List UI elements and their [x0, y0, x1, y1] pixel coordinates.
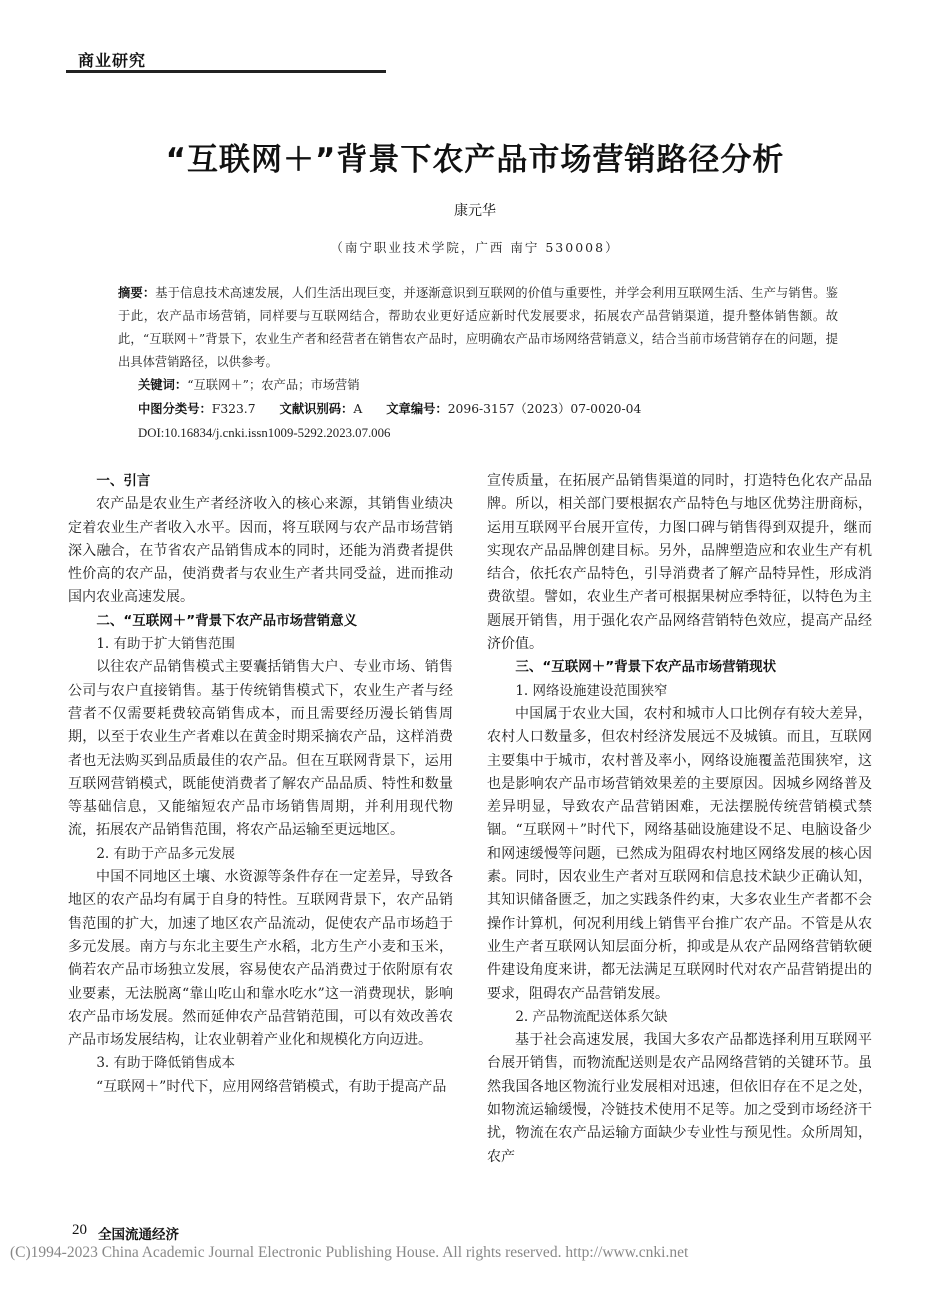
copyright-notice: (C)1994-2023 China Academic Journal Electronic Publishing House. All rights reserved. http://www.cnki.net — [10, 1244, 689, 1261]
subsection-heading: 2. 有助于产品多元发展 — [96, 845, 236, 862]
journal-name: 全国流通经济 — [98, 1227, 179, 1243]
subsection-heading: 2. 产品物流配送体系欠缺 — [515, 1008, 668, 1025]
paragraph: 中国属于农业大国，农村和城市人口比例存有较大差异，农村人口数量多，但农村经济发展远不及城镇。而且，互联网主要集中于城市，农村普及率小，网络设施覆盖范围狭窄，这也是影响农产品市场营销效果差的主要原因。因城乡网络普及差异明显，导致农产品营销困难，无法摆脱传统营销模式禁锢。“互联网＋”时代下，网络基础设施建设不足、电脑设备少和网速缓慢等问题，已然成为阻碍农村地区网络发展的核心因素。同时，因农业生产者对互联网和信息技术缺少正确认知，其知识储备匮乏，加之实践条件约束，大多农业生产者都不会操作计算机，何况利用线上销售平台推广农产品。不管是从农业生产者互联网认知层面分析，抑或是从农产品网络营销软硬件建设角度来讲，都无法满足互联网时代对农产品营销提出的要求，阻碍农产品营销发展。 — [487, 705, 872, 1002]
doc-code-value: A — [353, 402, 363, 416]
paragraph-continued: 宣传质量，在拓展产品销售渠道的同时，打造特色化农产品品牌。所以，相关部门要根据农产品特色与地区优势注册商标，运用互联网平台展开宣传，力图口碑与销售得到双提升，继而实现农产品品牌创建目标。另外，品牌塑造应和农业生产有机结合，依托农产品特色，引导消费者了解产品特异性，形成消费欲望。譬如，农业生产者可根据果树应季特征，以特色为主题展开销售，用于强化农产品网络营销特色效应，提高产品经济价值。 — [487, 473, 872, 653]
paragraph: “互联网＋”时代下，应用网络营销模式，有助于提高产品 — [96, 1078, 447, 1095]
article-number-label: 文章编号： — [386, 402, 448, 416]
author-name: 康元华 — [454, 203, 496, 219]
clc-value: F323.7 — [211, 402, 256, 416]
article-title: “互联网＋”背景下农产品市场营销路径分析 — [165, 142, 785, 178]
section-heading: 一、引言 — [96, 473, 151, 489]
page-number: 20 — [72, 1222, 87, 1238]
subsection-heading: 1. 有助于扩大销售范围 — [96, 636, 236, 653]
abstract — [118, 282, 838, 374]
keywords — [138, 374, 838, 397]
paragraph: 以往农产品销售模式主要囊括销售大户、专业市场、销售公司与农户直接销售。基于传统销售模式下，农业生产者与经营者不仅需要耗费较高销售成本，而且需要经历漫长销售周期，以至于农业生产者难以在黄金时期采摘农产品，这样消费者也无法购买到品质最佳的农产品。但在互联网背景下，运用互联网营销模式，既能使消费者了解农产品品质、特性和数量等基础信息，又能缩短农产品市场销售周期，并利用现代物流，拓展农产品销售范围，将农产品运输至更远地区。 — [68, 659, 453, 839]
doi: DOI:10.16834/j.cnki.issn1009-5292.2023.07.006 — [138, 426, 391, 440]
doc-code-label: 文献识别码： — [279, 402, 354, 416]
body-column-right — [487, 470, 872, 1169]
keywords-label: 关键词： — [138, 378, 188, 392]
section-heading: 三、“互联网＋”背景下农产品市场营销现状 — [515, 659, 777, 676]
abstract-label: 摘要： — [118, 286, 156, 300]
classification-line — [138, 398, 838, 421]
paragraph: 中国不同地区土壤、水资源等条件存在一定差异，导致各地区的农产品均有属于自身的特性。互联网背景下，农产品销售范围的扩大，加速了地区农产品流动，促使农产品市场趋于多元发展。南方与东北主要生产水稻，北方生产小麦和玉米，倘若农产品市场独立发展，容易使农产品消费过于依附原有农业要素，无法脱离“靠山吃山和靠水吃水”这一消费现状，影响农产品市场发展。然而延伸农产品营销范围，可以有效改善农产品市场发展结构，让农业朝着产业化和规模化方向迈进。 — [68, 869, 453, 1049]
subsection-heading: 3. 有助于降低销售成本 — [96, 1055, 236, 1072]
body-column-left — [68, 470, 453, 1099]
section-label: 商业研究 — [78, 51, 147, 70]
author-affiliation: （南宁职业技术学院，广西 南宁 530008） — [330, 240, 620, 255]
header-rule — [66, 70, 386, 73]
clc-label: 中图分类号： — [138, 402, 212, 416]
paragraph: 基于社会高速发展，我国大多农产品都选择利用互联网平台展开销售，而物流配送则是农产品网络营销的关键环节。虽然我国各地区物流行业发展相对迅速，但依旧存在不足之处，如物流运输缓慢，冷链技术使用不足等。加之受到市场经济干扰，物流在农产品运输方面缺少专业性与预见性。众所周知，农产 — [487, 1032, 872, 1165]
article-number-value: 2096-3157（2023）07-0020-04 — [447, 402, 642, 416]
abstract-text: 基于信息技术高速发展，人们生活出现巨变，并逐渐意识到互联网的价值与重要性，并学会利用互联网生活、生产与销售。鉴于此，农产品市场营销，同样要与互联网结合，帮助农业更好适应新时代发展要求，拓展农产品营销渠道，提升整体销售额。故此，“互联网＋”背景下，农业生产者和经营者在销售农产品时，应明确农产品市场网络营销意义，结合当前市场营销存在的问题，提出具体营销路径，以供参考。 — [118, 286, 838, 369]
subsection-heading: 1. 网络设施建设范围狭窄 — [515, 682, 668, 699]
paragraph: 农产品是农业生产者经济收入的核心来源，其销售业绩决定着农业生产者收入水平。因而，将互联网与农产品市场营销深入融合，在节省农产品销售成本的同时，还能为消费者提供性价高的农产品，使消费者与农业生产者共同受益，进而推动国内农业高速发展。 — [68, 496, 453, 606]
section-heading: 二、“互联网＋”背景下农产品市场营销意义 — [96, 612, 358, 629]
keywords-text: “互联网＋”；农产品；市场营销 — [187, 378, 360, 392]
